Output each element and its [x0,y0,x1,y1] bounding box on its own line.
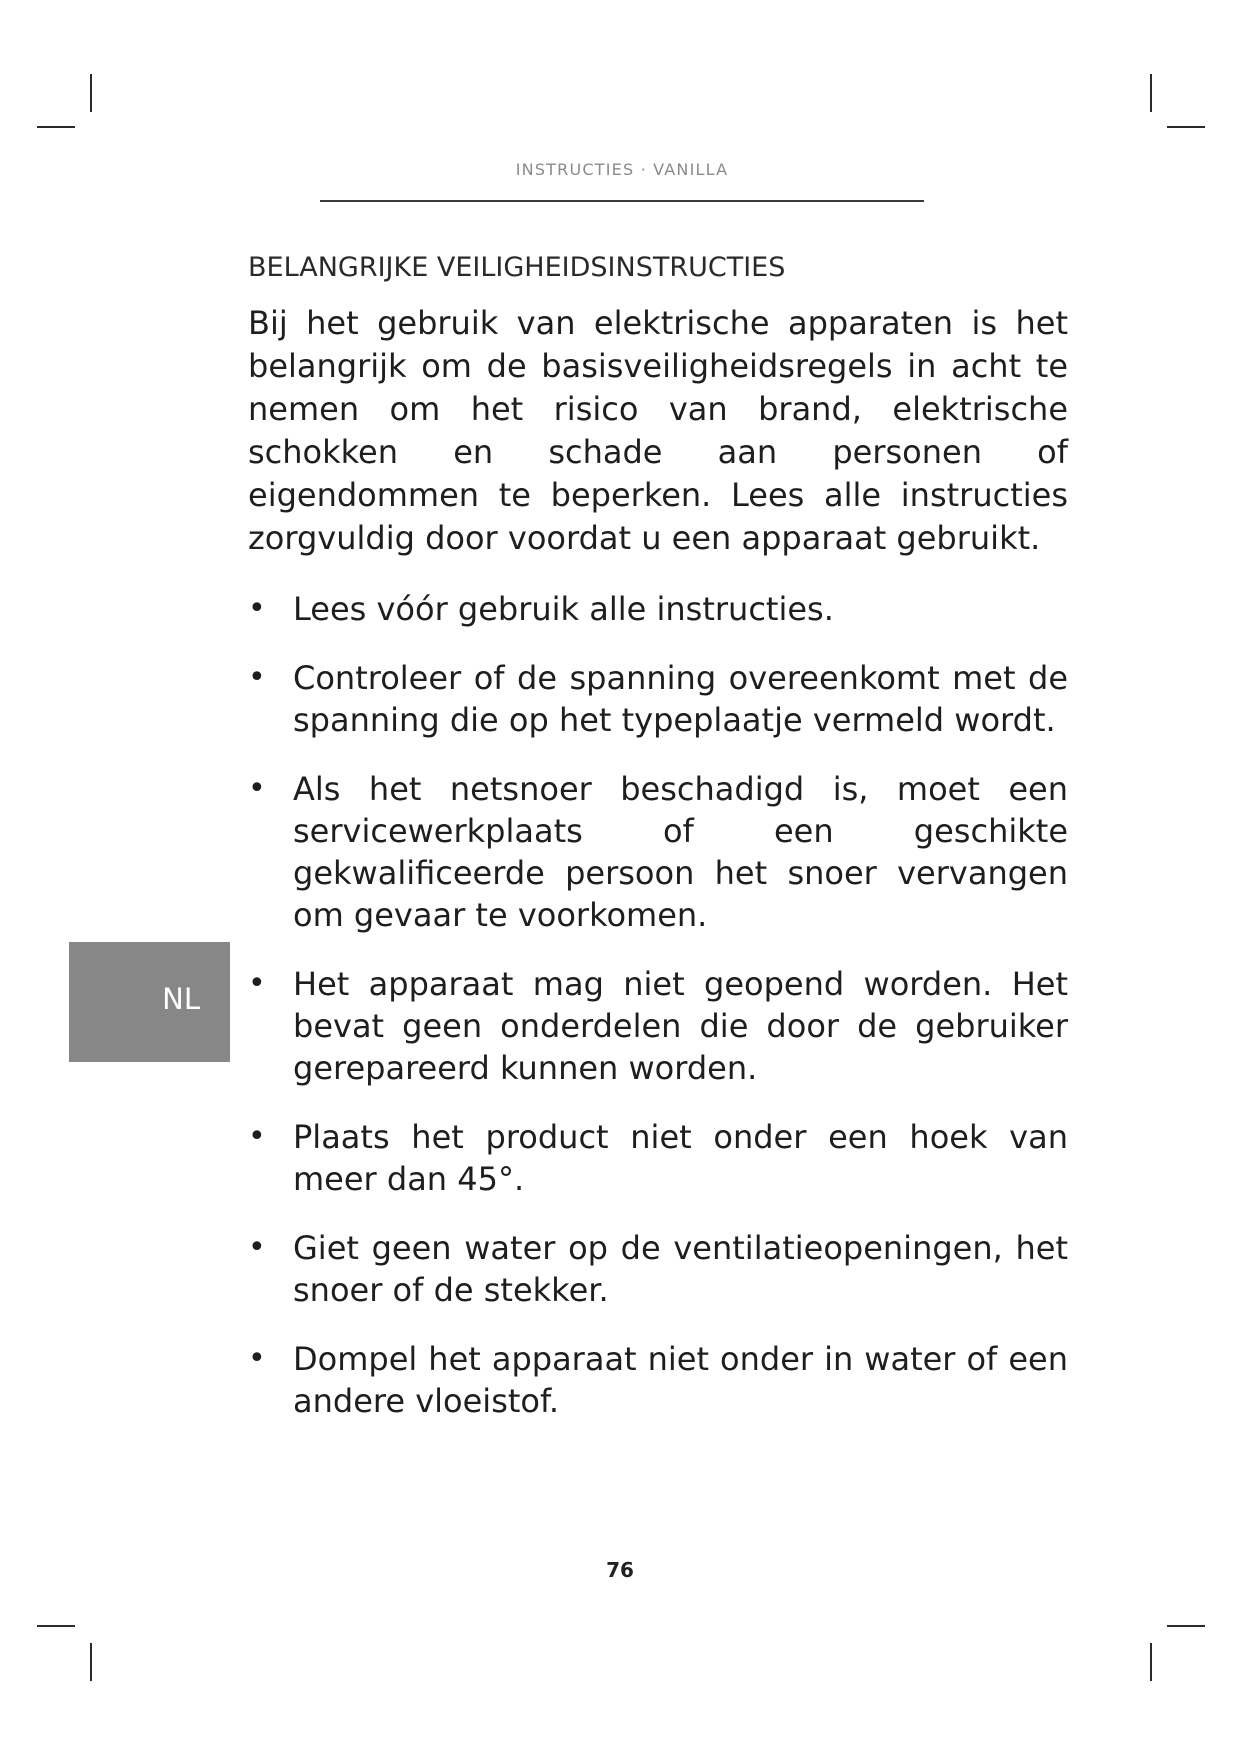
bullet-icon: • [248,966,266,1001]
list-item-text: Controleer of de spanning overeenkomt met de spanning die op het typeplaatje vermeld wordt. [293,659,1068,739]
list-item-text: Dompel het apparaat niet onder in water of een andere vloeistof. [293,1340,1068,1420]
bullet-icon: • [248,660,266,695]
crop-mark-top-left-vertical [90,74,92,112]
bullet-icon: • [248,1341,266,1376]
safety-instruction-list [248,588,1068,1449]
crop-mark-top-right-vertical [1150,74,1152,112]
list-item [248,1227,1068,1311]
list-item [248,963,1068,1089]
list-item [248,588,1068,630]
section-title: BELANGRIJKE VEILIGHEIDSINSTRUCTIES [248,252,786,283]
intro-paragraph: Bij het gebruik van elektrische apparaten is het belangrijk om de basisveiligheidsregels in acht te nemen om het risico van brand, elektrische schokken en schade aan personen of eigendommen te beperken. Lees alle instructies zorgvuldig door voordat u een apparaat gebruikt. [248,304,1068,557]
list-item-text: Als het netsnoer beschadigd is, moet een servicewerkplaats of een geschikte gekwalificeerde persoon het snoer vervangen om gevaar te voorkomen. [293,770,1068,934]
page-number: 76 [606,1558,634,1582]
language-tab-label: NL [162,982,200,1016]
list-item [248,657,1068,741]
crop-mark-bottom-right-vertical [1150,1643,1152,1681]
running-header: INSTRUCTIES · VANILLA [515,160,729,179]
language-tab [69,942,230,1062]
list-item [248,768,1068,936]
list-item-text: Lees vóór gebruik alle instructies. [293,590,834,628]
crop-mark-bottom-left-horizontal [37,1625,75,1627]
crop-mark-top-left-horizontal [37,126,75,128]
bullet-icon: • [248,771,266,806]
crop-mark-bottom-left-vertical [90,1643,92,1681]
header-divider [320,200,924,202]
list-item [248,1116,1068,1200]
list-item-text: Giet geen water op de ventilatieopeningen, het snoer of de stekker. [293,1229,1068,1309]
list-item-text: Plaats het product niet onder een hoek van meer dan 45°. [293,1118,1068,1198]
list-item [248,1338,1068,1422]
bullet-icon: • [248,1230,266,1265]
crop-mark-bottom-right-horizontal [1167,1625,1205,1627]
list-item-text: Het apparaat mag niet geopend worden. Het bevat geen onderdelen die door de gebruiker gerepareerd kunnen worden. [293,965,1068,1087]
crop-mark-top-right-horizontal [1167,126,1205,128]
bullet-icon: • [248,1119,266,1154]
bullet-icon: • [248,591,266,626]
